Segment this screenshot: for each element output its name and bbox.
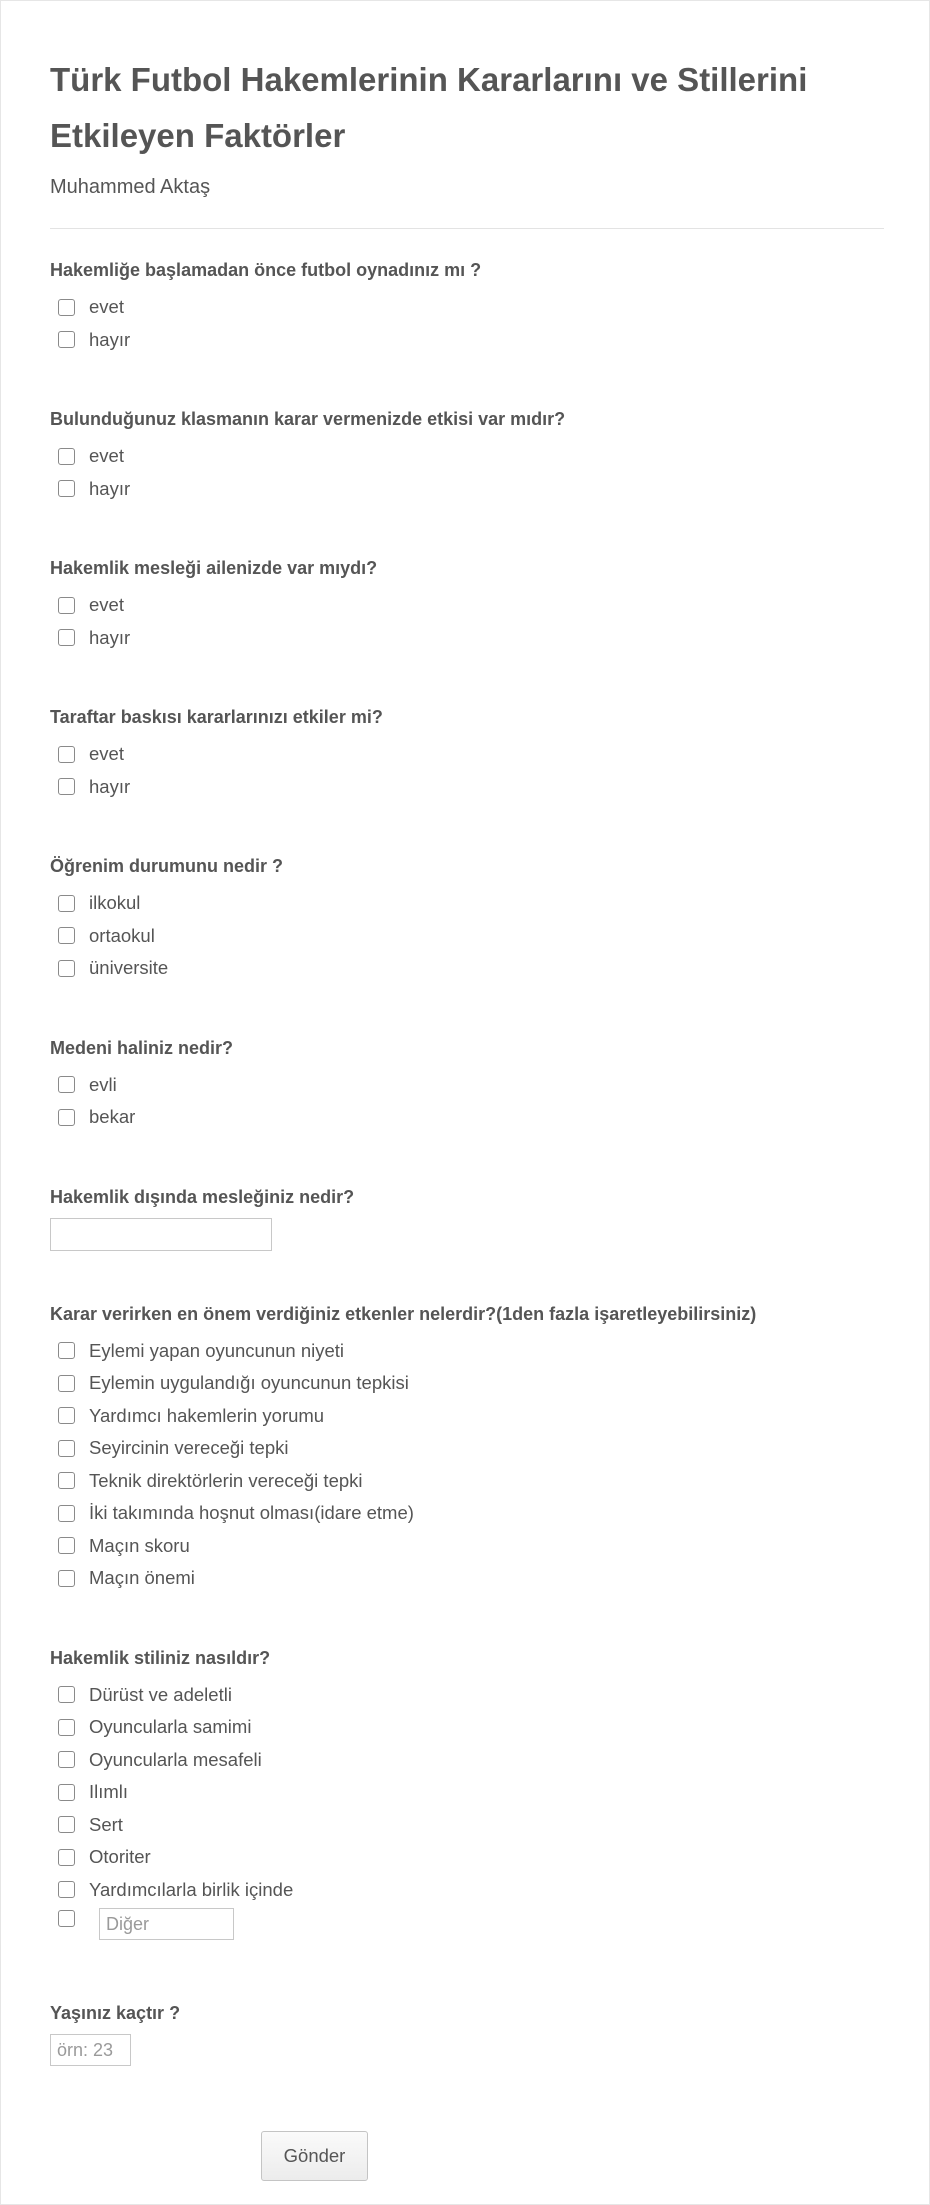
- checkbox[interactable]: [58, 1342, 75, 1359]
- option-crowd-reaction[interactable]: [50, 1432, 884, 1465]
- question-fan-pressure: [50, 706, 884, 803]
- options-list: [50, 1069, 884, 1134]
- option-moderate[interactable]: [50, 1776, 884, 1809]
- option-label: hayır: [89, 328, 131, 350]
- checkbox[interactable]: [58, 1816, 75, 1833]
- option-label: Eylemi yapan oyuncunun niyeti: [89, 1339, 345, 1361]
- checkbox[interactable]: [58, 746, 75, 763]
- option-label: bekar: [89, 1106, 136, 1128]
- option-ortaokul[interactable]: [50, 920, 884, 953]
- option-evet[interactable]: [50, 440, 884, 473]
- checkbox[interactable]: [58, 1849, 75, 1866]
- question-label: Taraftar baskısı kararlarınızı etkiler mi?: [50, 707, 383, 727]
- option-player-intent[interactable]: [50, 1335, 884, 1368]
- checkbox[interactable]: [58, 597, 75, 614]
- option-label: Maçın önemi: [89, 1567, 195, 1589]
- option-hayir[interactable]: [50, 622, 884, 655]
- question-label: Yaşınız kaçtır ?: [50, 2003, 181, 2023]
- question-label: Hakemliğe başlamadan önce futbol oynadınız mı ?: [50, 260, 482, 280]
- checkbox[interactable]: [58, 778, 75, 795]
- question-label: Hakemlik dışında mesleğiniz nedir?: [50, 1186, 355, 1207]
- checkbox[interactable]: [58, 1784, 75, 1801]
- option-hayir[interactable]: [50, 473, 884, 506]
- option-label: evli: [89, 1073, 117, 1095]
- checkbox[interactable]: [58, 448, 75, 465]
- submit-area: [50, 2131, 884, 2181]
- option-friendly-with-players[interactable]: [50, 1711, 884, 1744]
- option-label: Yardımcılarla birlik içinde: [89, 1878, 294, 1900]
- checkbox[interactable]: [58, 895, 75, 912]
- checkbox[interactable]: [58, 1881, 75, 1898]
- checkbox[interactable]: [58, 1472, 75, 1489]
- option-label: Oyuncularla mesafeli: [89, 1748, 262, 1770]
- option-label: üniversite: [89, 957, 169, 979]
- option-label: ortaokul: [89, 924, 155, 946]
- submit-button[interactable]: Gönder: [261, 2131, 368, 2181]
- checkbox[interactable]: [58, 1375, 75, 1392]
- option-hayir[interactable]: [50, 324, 884, 357]
- options-list: [50, 738, 884, 803]
- option-ilkokul[interactable]: [50, 887, 884, 920]
- header-divider: [50, 228, 884, 229]
- option-evet[interactable]: [50, 589, 884, 622]
- option-evli[interactable]: [50, 1069, 884, 1102]
- option-label: ilkokul: [89, 892, 141, 914]
- option-label: Teknik direktörlerin vereceği tepki: [89, 1469, 363, 1491]
- option-evet[interactable]: [50, 738, 884, 771]
- option-unity-with-assistants[interactable]: [50, 1874, 884, 1907]
- question-age: [50, 2002, 884, 2066]
- question-education: [50, 855, 884, 985]
- option-both-teams-satisfied[interactable]: [50, 1497, 884, 1530]
- checkbox[interactable]: [58, 1751, 75, 1768]
- survey-form: [50, 0, 884, 2181]
- question-played-football: [50, 259, 884, 356]
- profession-input[interactable]: [50, 1218, 272, 1251]
- question-label: Öğrenim durumunu nedir ?: [50, 856, 283, 876]
- option-label: evet: [89, 743, 124, 765]
- checkbox[interactable]: [58, 1076, 75, 1093]
- question-other-profession: [50, 1186, 884, 1251]
- option-honest-fair[interactable]: [50, 1679, 884, 1712]
- other-input[interactable]: [99, 1908, 234, 1940]
- option-bekar[interactable]: [50, 1101, 884, 1134]
- checkbox[interactable]: [58, 1505, 75, 1522]
- option-match-importance[interactable]: [50, 1562, 884, 1595]
- checkbox[interactable]: [58, 1109, 75, 1126]
- option-distant-with-players[interactable]: [50, 1744, 884, 1777]
- question-decision-factors: [50, 1303, 884, 1595]
- option-player-reaction[interactable]: [50, 1367, 884, 1400]
- options-list: [50, 291, 884, 356]
- question-label: Hakemlik stiliniz nasıldır?: [50, 1647, 271, 1668]
- checkbox[interactable]: [58, 1537, 75, 1554]
- option-assistant-comments[interactable]: [50, 1400, 884, 1433]
- question-label: Karar verirken en önem verdiğiniz etkenler nelerdir?(1den fazla işaretleyebilirsiniz): [50, 1303, 757, 1324]
- form-title: Türk Futbol Hakemlerinin Kararlarını ve Stillerini Etkileyen Faktörler: [50, 61, 808, 154]
- option-label: Seyircinin vereceği tepki: [89, 1437, 289, 1459]
- option-other: [50, 1906, 884, 1950]
- checkbox[interactable]: [58, 1686, 75, 1703]
- option-label: Eylemin uygulandığı oyuncunun tepkisi: [89, 1372, 409, 1394]
- option-label: evet: [89, 445, 124, 467]
- option-label: Yardımcı hakemlerin yorumu: [89, 1404, 325, 1426]
- form-header: [50, 0, 884, 200]
- age-input[interactable]: [50, 2034, 131, 2066]
- option-label: Dürüst ve adeletli: [89, 1683, 232, 1705]
- option-hayir[interactable]: [50, 771, 884, 804]
- checkbox[interactable]: [58, 960, 75, 977]
- option-label: İki takımında hoşnut olması(idare etme): [89, 1502, 414, 1524]
- checkbox[interactable]: [58, 1440, 75, 1457]
- option-label: Oyuncularla samimi: [89, 1716, 252, 1738]
- checkbox[interactable]: [58, 1719, 75, 1736]
- option-label: evet: [89, 296, 124, 318]
- question-marital-status: [50, 1037, 884, 1134]
- question-family-referee: [50, 557, 884, 654]
- option-label: hayır: [89, 477, 131, 499]
- checkbox[interactable]: [58, 1407, 75, 1424]
- options-list: [50, 1679, 884, 1951]
- option-match-score[interactable]: [50, 1530, 884, 1563]
- option-strict[interactable]: [50, 1809, 884, 1842]
- checkbox[interactable]: [58, 480, 75, 497]
- checkbox[interactable]: [58, 299, 75, 316]
- option-authoritarian[interactable]: [50, 1841, 884, 1874]
- checkbox[interactable]: [58, 927, 75, 944]
- option-label: Maçın skoru: [89, 1534, 190, 1556]
- option-evet[interactable]: [50, 291, 884, 324]
- option-label: Sert: [89, 1813, 123, 1835]
- option-universite[interactable]: [50, 952, 884, 985]
- question-league-effect: [50, 408, 884, 505]
- question-label: Hakemlik mesleği ailenizde var mıydı?: [50, 558, 378, 578]
- form-author: Muhammed Aktaş: [50, 176, 211, 198]
- question-label: Medeni haliniz nedir?: [50, 1037, 234, 1058]
- checkbox[interactable]: [58, 331, 75, 348]
- option-label: hayır: [89, 626, 131, 648]
- checkbox[interactable]: [58, 1570, 75, 1587]
- option-label: evet: [89, 594, 124, 616]
- options-list: [50, 887, 884, 985]
- option-coach-reaction[interactable]: [50, 1465, 884, 1498]
- option-label: hayır: [89, 775, 131, 797]
- option-label: Ilımlı: [89, 1781, 129, 1803]
- option-label: Otoriter: [89, 1846, 151, 1868]
- options-list: [50, 589, 884, 654]
- question-label: Bulunduğunuz klasmanın karar vermenizde etkisi var mıdır?: [50, 409, 566, 429]
- checkbox[interactable]: [58, 1910, 75, 1927]
- options-list: [50, 1335, 884, 1595]
- question-referee-style: [50, 1647, 884, 1951]
- checkbox[interactable]: [58, 629, 75, 646]
- options-list: [50, 440, 884, 505]
